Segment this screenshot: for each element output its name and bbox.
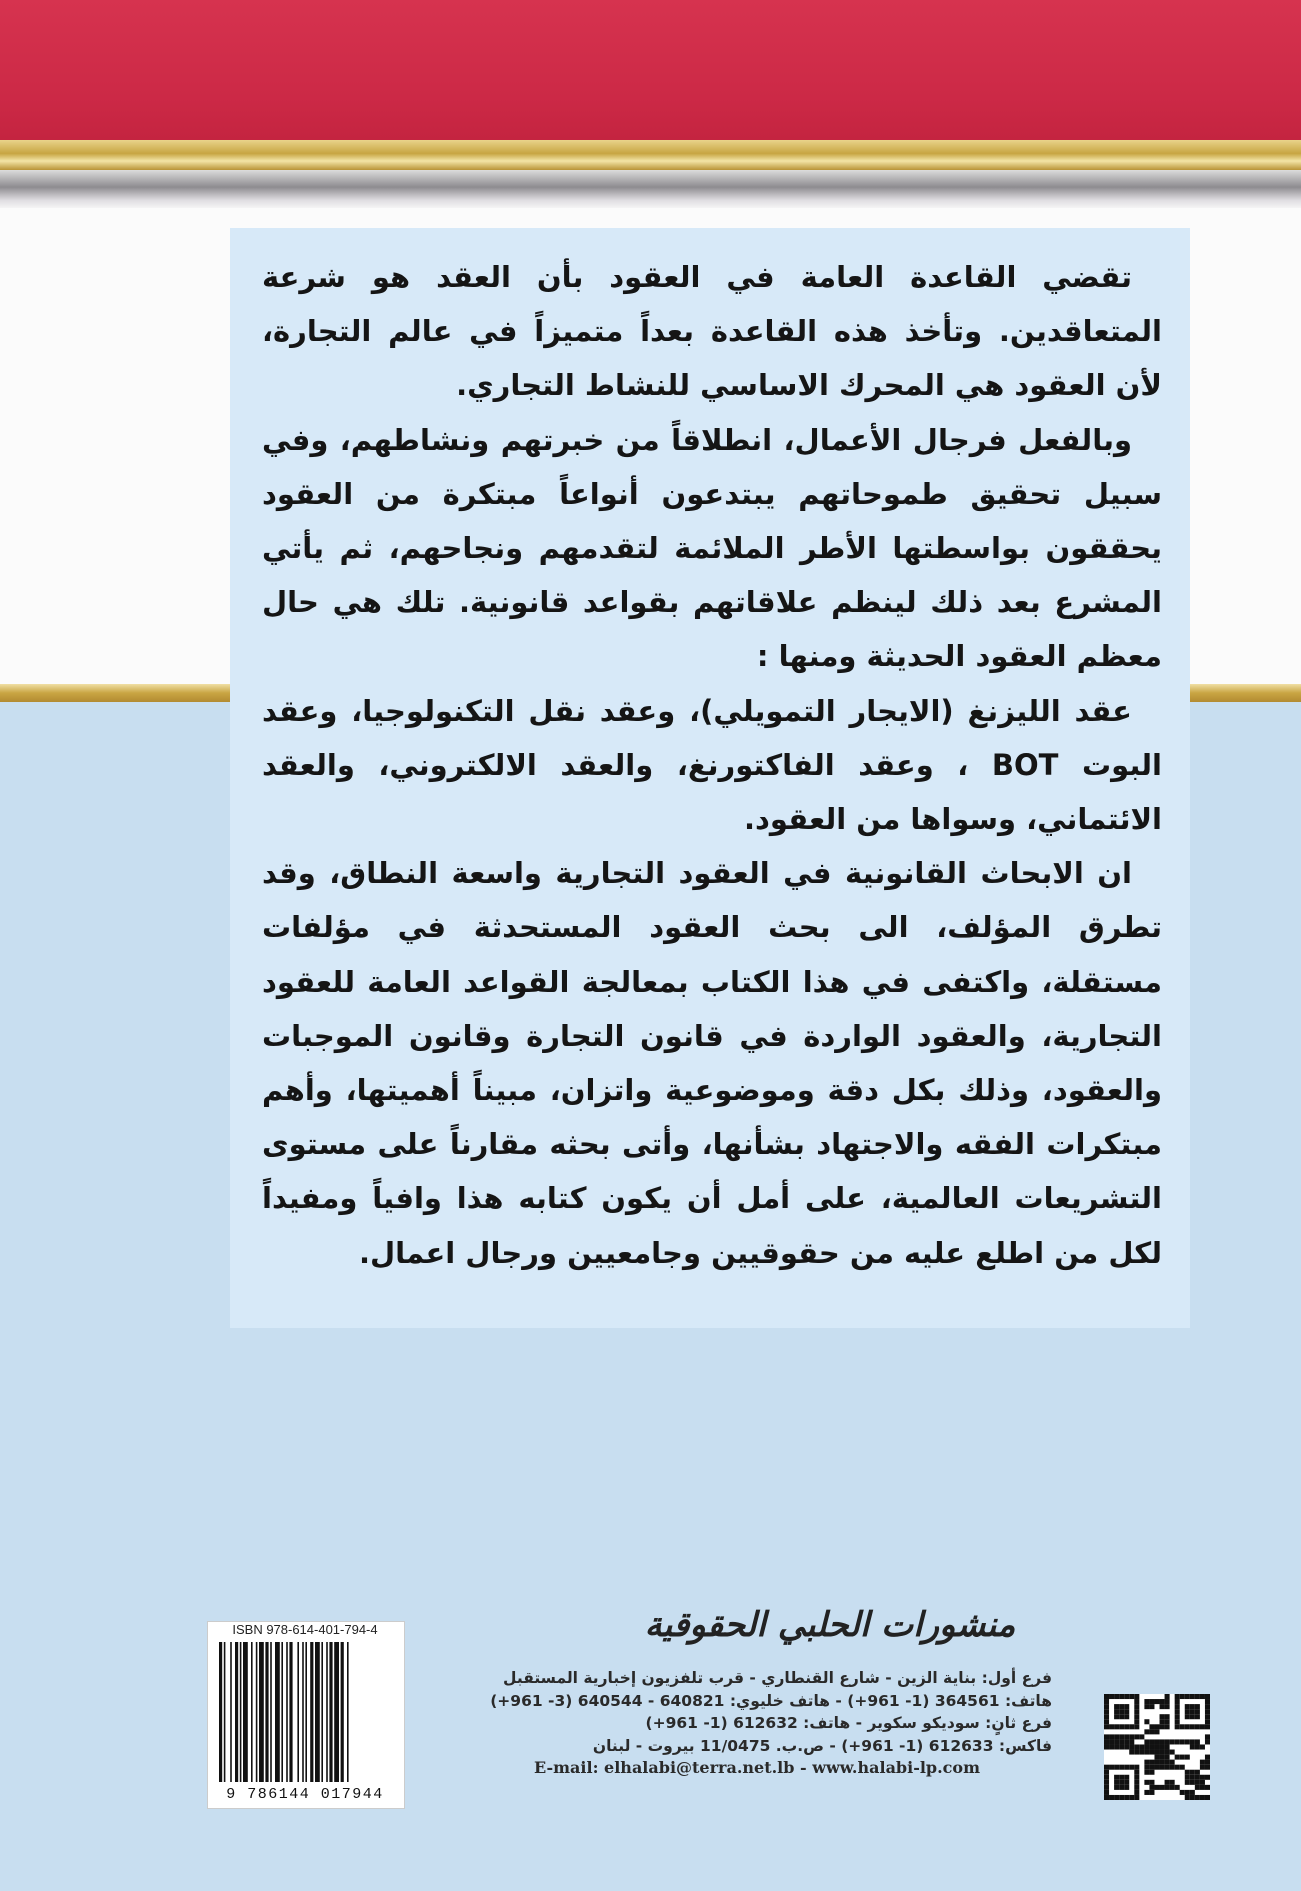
publisher-contact: E-mail: elhalabi@terra.net.lb - www.halabi-lp.com [533, 1758, 981, 1777]
address-line-4: فاكس: 612633 (1- 961+) - ص.ب. 11/0475 بيروت - لبنان [592, 1736, 1052, 1755]
address-line-3: فرع ثانٍ: سوديكو سكوير - هاتف: 612632 (1- 961+) [645, 1714, 1052, 1732]
blurb-paragraph-4: ان الابحاث القانونية في العقود التجارية واسعة النطاق، وقد تطرق المؤلف، الى بحث العقود المستحدثة في مؤلفات مستقلة، واكتفى في هذا الكتاب بمعالجة القواعد العامة للعقود التجارية، والعقود الواردة في قانون التجارة وقانون الموجبات والعقود، وذلك بكل دقة وموضوعية واتزان، مبيناً أهميتها، وأهم مبتكرات الفقه والاجتهاد بشأنها، وأتى بحثه مقارناً على مستوى التشريعات العالمية، على أمل أن يكون كتابه هذا وافياً ومفيداً لكل من اطلع عليه من حقوقيين وجامعيين ورجال اعمال. [262, 856, 1162, 1270]
cover-grey-stripe [0, 170, 1301, 208]
address-line-1: فرع أول: بناية الزين - شارع القنطاري - قرب تلفزيون إخبارية المستقبل [503, 1669, 1052, 1687]
barcode-icon [207, 1640, 403, 1786]
address-line-2: هاتف: 364561 (1- 961+) - هاتف خليوي: 640821 - 640544 (3- 961+) [490, 1691, 1052, 1710]
cover-red-band [0, 0, 1301, 140]
blurb-paragraph-2: وبالفعل فرجال الأعمال، انطلاقاً من خبرتهم ونشاطهم، وفي سبيل تحقيق طموحاتهم يبتدعون أنواعاً مبتكرة من العقود يحققون بواسطتها الأطر الملائمة لتقدمهم ونجاحهم، ثم يأتي المشرع بعد ذلك لينظم علاقاتهم بقواعد قانونية. تلك هي حال معظم العقود الحديثة ومنها : [262, 422, 1162, 674]
publisher-logo: منشورات الحلبي الحقوقية [644, 1605, 1016, 1645]
isbn-label: ISBN 978-614-401-794-4 [232, 1622, 378, 1637]
cover-gold-stripe [0, 140, 1301, 170]
back-cover-blurb [262, 250, 1162, 1280]
qr-code-icon [1104, 1694, 1210, 1800]
publisher-address [462, 1667, 1052, 1780]
blurb-paragraph-3: عقد الليزنغ (الايجار التمويلي)، وعقد نقل التكنولوجيا، وعقد البوت BOT ، وعقد الفاكتورنغ، والعقد الالكتروني، والعقد الائتماني، وسواها من العقود. [262, 693, 1162, 837]
blurb-paragraph-1: تقضي القاعدة العامة في العقود بأن العقد هو شرعة المتعاقدين. وتأخذ هذه القاعدة بعداً متميزاً في عالم التجارة، لأن العقود هي المحرك الاساسي للنشاط التجاري. [262, 260, 1162, 403]
barcode-digits: 9 786144 017944 [226, 1786, 384, 1803]
